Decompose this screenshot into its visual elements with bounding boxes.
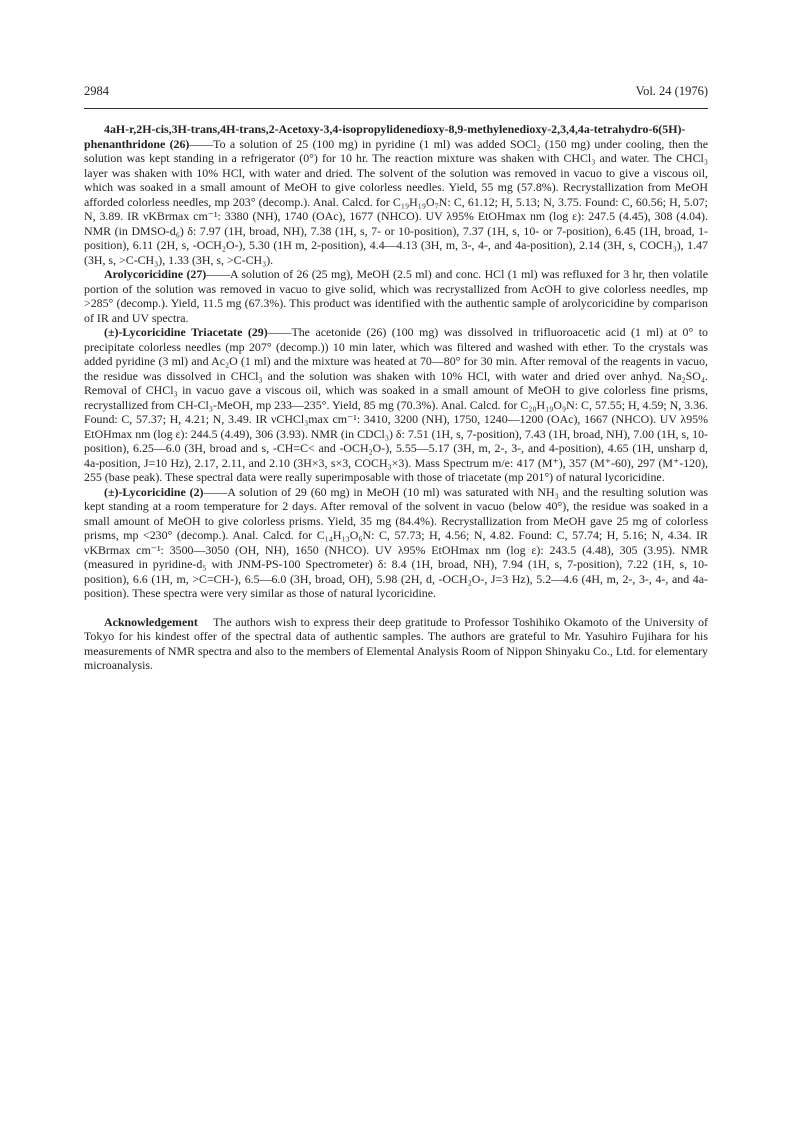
compound-29-text: ——The acetonide (26) (100 mg) was dissolved in trifluoroacetic acid (1 ml) at 0° to precipitate colorless needles (mp 207° (decomp.)) 10 min later, which was filtered and washed with ether. To the crystals was added pyridine (3 ml) and Ac₂O (1 ml) and the mixture was heated at 70—80° for 30 min. After removal of the reagents in vacuo, the residue was dissolved in CHCl₃ and the solution was shaken with 10% HCl, with water and dried over anhyd. Na₂SO₄. Removal of CHCl₃ in vacuo gave a viscous oil, which was soaked in a small amount of MeOH to give colorless fine prisms, recrystallized from CH-Cl₃-MeOH, mp 233—235°. Yield, 85 mg (70.3%). Anal. Calcd. for C₂₀H₁₉O₉N: C, 57.55; H, 4.59; N, 3.36. Found: C, 57.37; H, 4.21; N, 3.49. IR νCHCl₃max cm⁻¹: 3410, 3200 (NH), 1750, 1240—1200 (OAc), 1667 (NHCO). UV λ95% EtOHmax nm (log ε): 244.5 (4.49), 306 (3.93). NMR (in CDCl₃) δ: 7.51 (1H, s, 7-position), 7.43 (1H, broad, NH), 7.00 (1H, s, 10-position), 6.25—6.0 (3H, broad and s, -CH=C< and -OCH₂O-), 5.55—5.17 (3H, m, 2-, 3-, and 4-position), 4.65 (1H, unsharp d, 4a-position, J=10 Hz), 2.17, 2.11, and 2.10 (3H×3, s×3, COCH₃×3). Mass Spectrum m/e: 417 (M⁺), 357 (M⁺-60), 297 (M⁺-120), 255 (base peak). These spectral data were really superimposable with those of triacetate (mp 201°) of natural lycoricidine. (84, 325, 708, 484)
acknowledgement-heading: Acknowledgement (104, 614, 198, 629)
compound-26-title: 4aH-r,2H-cis,3H-trans,4H-trans,2-Acetoxy-3,4-isopropylidenedioxy-8,9-methylenedioxy-2,3,4,4a-tetrahydro-6(5H)-phenanthridone (26) (84, 122, 686, 151)
running-header (84, 84, 708, 100)
header-rule (84, 108, 708, 109)
compound-26-text: ——To a solution of 25 (100 mg) in pyridine (1 ml) was added SOCl₂ (150 mg) under cooling, then the solution was kept standing in a refrigerator (0°) for 10 hr. The reaction mixture was shaken with CHCl₃ and water. The CHCl₃ layer was shaken with 10% HCl, with water and dried. The solvent of the solution was removed in vacuo to give a viscous oil, which was soaked in a small amount of MeOH to give colorless needles. Yield, 55 mg (57.8%). Recrystallization from MeOH afforded colorless needles, mp 203° (decomp.). Anal. Calcd. for C₁₉H₁₉O₇N: C, 61.12; H, 5.13; N, 3.75. Found: C, 60.56; H, 5.07; N, 3.89. IR νKBrmax cm⁻¹: 3380 (NH), 1740 (OAc), 1677 (NHCO). UV λ95% EtOHmax nm (log ε): 247.5 (4.45), 308 (4.04). NMR (in DMSO-d₆) δ: 7.97 (1H, broad, NH), 7.38 (1H, s, 7- or 10-position), 7.37 (1H, s, 10- or 7-position), 6.45 (1H, broad, 1-position), 6.11 (2H, s, -OCH₂O-), 5.30 (1H m, 2-position), 4.4—4.13 (3H, m, 3-, 4-, and 4a-position), 2.14 (3H, s, COCH₃), 1.47 (3H, s, >C-CH₃), 1.33 (3H, s, >C-CH₃). (84, 136, 708, 267)
compound-29-title: (±)-Lycoricidine Triacetate (29) (104, 325, 268, 339)
volume-label: Vol. 24 (1976) (635, 84, 708, 98)
compound-2-text: ——A solution of 29 (60 mg) in MeOH (10 ml) was saturated with NH₃ and the resulting solution was kept standing at a room temperature for 2 days. After removal of the solvent in vacuo (below 40°), the residue was soaked in a small amount of MeOH to give colorless prisms. Yield, 35 mg (84.4%). Recrystallization from MeOH gave 25 mg of colorless prisms, mp <230° (decomp.). Anal. Calcd. for C₁₄H₁₃O₆N: C, 57.73; H, 4.56; N, 4.82. Found: C, 57.74; H, 5.16; N, 4.34. IR νKBrmax cm⁻¹: 3500—3050 (OH, NH), 1650 (NHCO). UV λ95% EtOHmax nm (log ε): 243.5 (4.48), 305 (3.95). NMR (measured in pyridine-d₅ with JNM-PS-100 Spectrometer) δ: 8.4 (1H, broad, NH), 7.94 (1H, s, 7-position), 7.22 (1H, s, 10-position), 6.6 (1H, m, >C=CH-), 6.5—6.0 (3H, broad, OH), 5.98 (2H, d, -OCH₂O-, J=3 Hz), 5.2—4.6 (4H, m, 2-, 3-, 4-, and 4a-position). These spectra were very similar as those of natural lycoricidine. (84, 484, 709, 600)
experimental-body (84, 122, 708, 673)
acknowledgement-text: The authors wish to express their deep gratitude to Professor Toshihiko Okamoto of the University of Tokyo for his kindest offer of the spectral data of authentic samples. The authors are grateful to Mr. Yasuhiro Fujihara for his measurements of NMR spectra and also to the members of Elemental Analysis Room of Nippon Shinyaku Co., Ltd. for elementary microanalysis. (84, 614, 708, 672)
paragraph-compound-27 (84, 267, 708, 325)
paragraph-compound-26 (84, 122, 708, 267)
acknowledgement-paragraph (84, 615, 708, 673)
compound-27-title: Arolycoricidine (27) (104, 267, 207, 281)
page-number: 2984 (84, 84, 109, 98)
compound-2-title: (±)-Lycoricidine (2) (104, 484, 204, 499)
compound-27-text: ——A solution of 26 (25 mg), MeOH (2.5 ml) and conc. HCl (1 ml) was refluxed for 3 hr, then volatile portion of the solution was removed in vacuo to give solid, which was recrystallized from AcOH to give colorless needles, mp >285° (decomp.). Yield, 11.5 mg (67.3%). This product was identified with the authentic sample of arolycoricidine by comparison of IR and UV spectra. (84, 267, 708, 325)
paragraph-compound-2 (84, 485, 708, 601)
paragraph-compound-29 (84, 325, 708, 485)
